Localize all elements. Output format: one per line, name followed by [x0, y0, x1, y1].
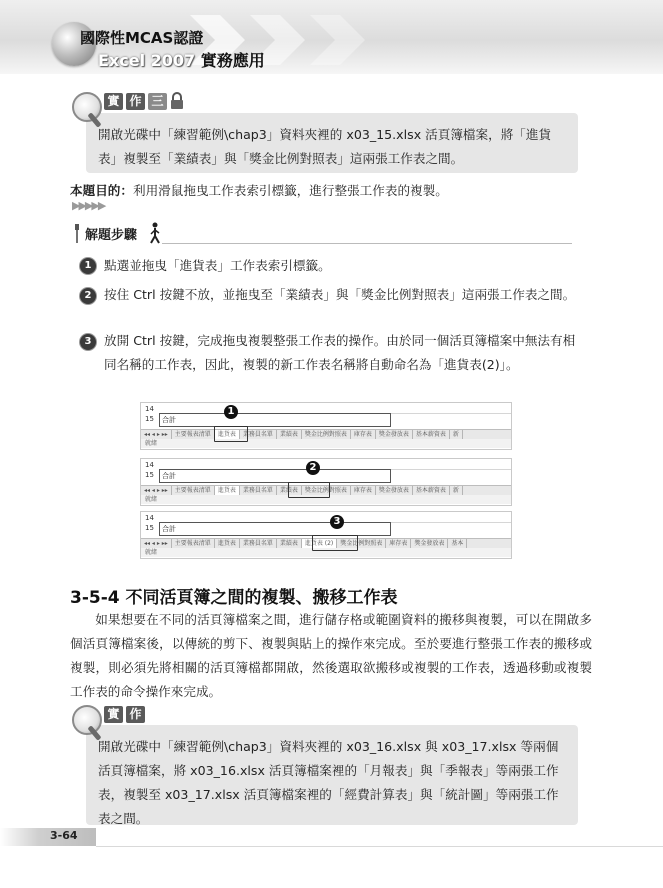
exercise-tag: 三 [148, 93, 167, 110]
sheet-tab[interactable]: 業績表 [277, 486, 302, 495]
footer-divider [96, 846, 663, 847]
lock-icon [170, 92, 184, 110]
sheet-tab[interactable]: 業務員名單 [240, 486, 277, 495]
sheet-tab[interactable]: 新 [450, 430, 463, 439]
exercise-tag: 實 [104, 706, 123, 723]
sheet-tab[interactable]: 獎金比例對照表 [302, 430, 351, 439]
total-cell: 合計 [159, 469, 391, 483]
drag-highlight [214, 426, 248, 442]
row-header: 15 [145, 524, 154, 532]
step-marker: 2 [306, 461, 320, 475]
sheet-tab[interactable]: 業務員名單 [240, 430, 277, 439]
row-header: 15 [145, 415, 154, 423]
sheet-tab[interactable]: 業績表 [277, 430, 302, 439]
status-bar: 就緒 [141, 548, 511, 557]
sheet-tab[interactable]: 主要報表清單 [172, 539, 215, 548]
row-header: 15 [145, 471, 154, 479]
row-header: 14 [145, 461, 154, 469]
sheet-tab[interactable]: 進貨表 [215, 486, 240, 495]
arrows-icon: ▶▶▶▶▶ [72, 199, 105, 212]
sheet-tab[interactable]: 業績表 [277, 539, 302, 548]
sheet-tab[interactable]: 基本薪資表 [413, 486, 450, 495]
row-header: 14 [145, 405, 154, 413]
step-text: 點選並拖曳「進貨表」工作表索引標籤。 [104, 258, 331, 273]
status-bar: 就緒 [141, 495, 511, 504]
sheet-tab[interactable]: 基本薪資表 [413, 430, 450, 439]
page-number: 3-64 [50, 829, 78, 842]
sheet-tab[interactable]: 業務員名單 [240, 539, 277, 548]
sheet-tab[interactable]: 庫存表 [351, 430, 376, 439]
sheet-tab[interactable]: 獎金發放表 [376, 430, 413, 439]
sheet-tab[interactable]: 進貨表 [215, 430, 240, 439]
book-title-excel: Excel 2007 [98, 51, 196, 70]
drag-highlight [312, 535, 358, 551]
magnifier-icon [72, 92, 102, 122]
exercise-tag: 作 [126, 93, 145, 110]
excel-screenshot [140, 402, 512, 450]
step-text: 按住 Ctrl 按鍵不放，並拖曳至「業績表」與「獎金比例對照表」這兩張工作表之間。 [104, 287, 576, 302]
sheet-tab[interactable]: 進貨表 (2) [302, 539, 337, 548]
page-number-bar [0, 828, 96, 846]
exercise-text: 開啟光碟中「練習範例\chap3」資料夾裡的 x03_16.xlsx 與 x03_17.xlsx 等兩個活頁簿檔案，將 x03_16.xlsx 活頁簿檔案裡的「月報表」與「季報表」等兩張工作表，複製至 x03_17.xlsx 活頁簿檔案裡的「經費計算表」與「統計圖」等兩張工作表之間。 [98, 739, 559, 826]
section-heading: 3-5-4 不同活頁簿之間的複製、搬移工作表 [70, 588, 398, 608]
sheet-tab[interactable]: 獎金發放表 [376, 486, 413, 495]
step-number: 2 [80, 288, 96, 304]
sheet-tab[interactable]: 主要報表清單 [172, 486, 215, 495]
total-cell: 合計 [159, 522, 391, 536]
total-cell: 合計 [159, 413, 391, 427]
exercise-tag: 作 [126, 706, 145, 723]
purpose [70, 180, 630, 202]
steps-divider [162, 243, 572, 244]
book-title-sub: 實務應用 [200, 51, 265, 70]
tab-nav-arrows[interactable]: ◂◂ ◂ ▸ ▸▸ [141, 486, 172, 495]
sheet-tab[interactable]: 庫存表 [351, 486, 376, 495]
section-paragraph: 如果想要在不同的活頁簿檔案之間，進行儲存格或範圍資料的搬移與複製，可以在開啟多個活頁簿檔案後，以傳統的剪下、複製與貼上的操作來完成。至於要進行整張工作表的搬移或複製，則必須先將相關的活頁簿檔都開啟，然後選取欲搬移或複製的工作表，透過移動或複製工作表的命令操作來完成。 [70, 612, 592, 699]
series-title: 國際性MCAS認證 [80, 29, 204, 47]
purpose-text: 利用滑鼠拖曳工作表索引標籤，進行整張工作表的複製。 [132, 183, 448, 198]
book-title [98, 48, 265, 71]
row-header: 14 [145, 514, 154, 522]
tab-nav-arrows[interactable]: ◂◂ ◂ ▸ ▸▸ [141, 539, 172, 548]
steps-title: 解題步驟 [85, 228, 138, 243]
step-number: 1 [80, 258, 96, 274]
walker-icon [148, 222, 162, 244]
exercise-tag: 實 [104, 93, 123, 110]
sheet-tab[interactable]: 基本 [448, 539, 467, 548]
step-marker: 3 [330, 515, 344, 529]
exercise-text: 開啟光碟中「練習範例\chap3」資料夾裡的 x03_15.xlsx 活頁簿檔案，將「進貨表」複製至「業績表」與「獎金比例對照表」這兩張工作表之間。 [98, 127, 552, 166]
sheet-tab[interactable]: 進貨表 [215, 539, 240, 548]
step-text: 放開 Ctrl 按鍵，完成拖曳複製整張工作表的操作。由於同一個活頁簿檔案中無法有相同名稱的工作表，因此，複製的新工作表名稱將自動命名為「進貨表(2)」。 [104, 333, 576, 372]
sheet-tab[interactable]: 獎金發放表 [411, 539, 448, 548]
sheet-tab[interactable]: 獎金比例對照表 [337, 539, 386, 548]
status-bar: 就緒 [141, 439, 511, 448]
sheet-tab[interactable]: 主要報表清單 [172, 430, 215, 439]
magnifier-icon [72, 705, 102, 735]
sheet-tab[interactable]: 獎金比例對照表 [302, 486, 351, 495]
step-marker: 1 [224, 405, 238, 419]
sheet-tab[interactable]: 新 [450, 486, 463, 495]
step-number: 3 [80, 334, 96, 350]
purpose-label: 本題目的： [70, 183, 133, 198]
tab-nav-arrows[interactable]: ◂◂ ◂ ▸ ▸▸ [141, 430, 172, 439]
drag-highlight [288, 482, 330, 498]
sheet-tab[interactable]: 庫存表 [386, 539, 411, 548]
pin-icon [72, 222, 82, 244]
